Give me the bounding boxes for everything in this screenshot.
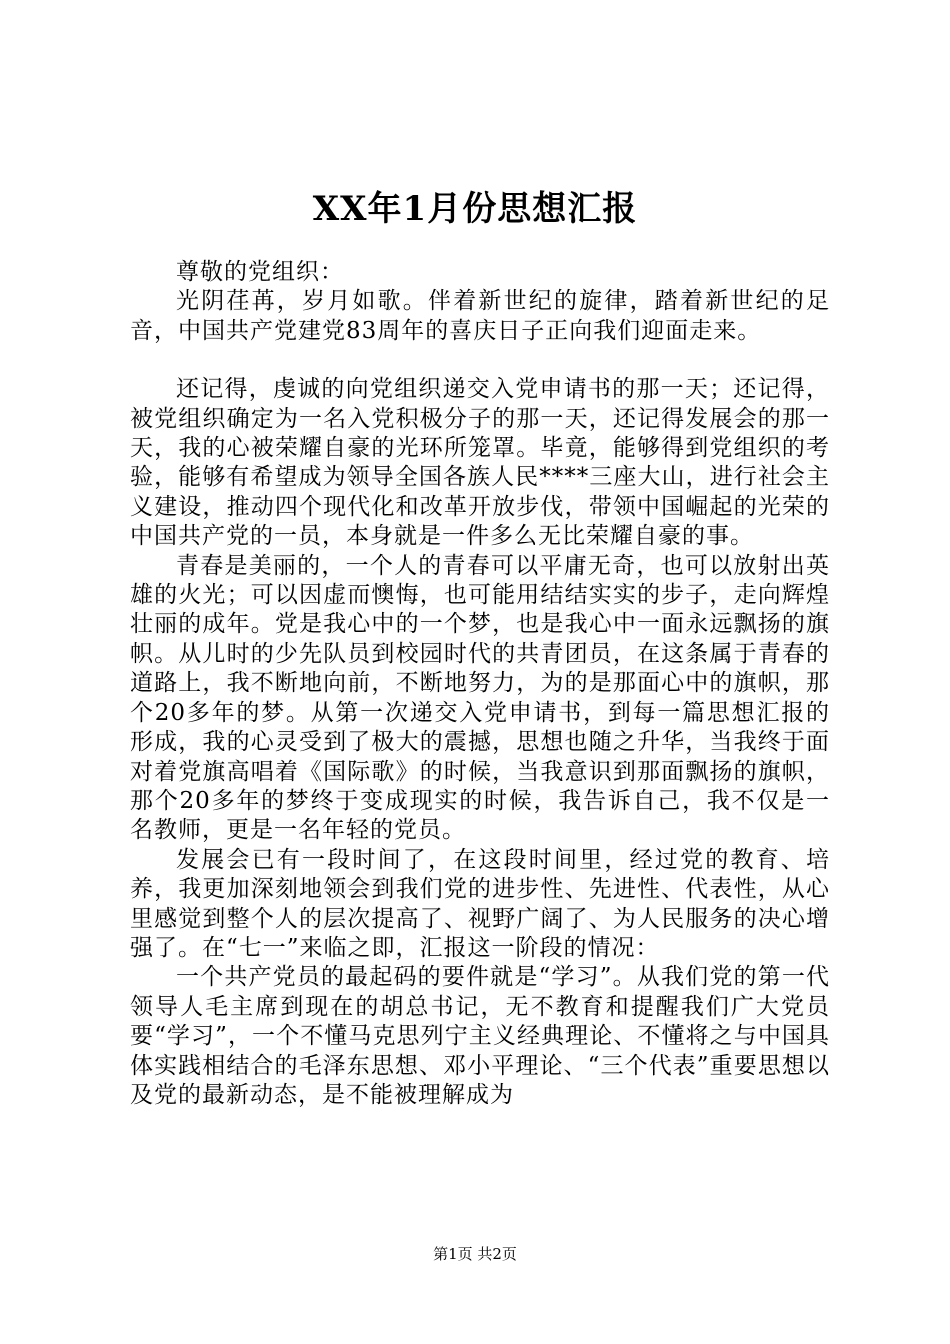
paragraph-5: 一个共产党员的最起码的要件就是“学习”。从我们党的第一代领导人毛主席到现在的胡总书记，无不教育和提醒我们广大党员要“学习”，一个不懂马克思列宁主义经典理论、不懂将之与中国具体实践相结合的毛泽东思想、邓小平理论、“三个代表”重要思想以及党的最新动态，是不能被理解成为 bbox=[130, 964, 830, 1108]
salutation: 尊敬的党组织： bbox=[176, 259, 344, 285]
paragraph-3: 青春是美丽的，一个人的青春可以平庸无奇，也可以放射出英雄的火光；可以因虚而懊悔，也可能用结结实实的步子，走向辉煌壮丽的成年。党是我心中的一个梦，也是我心中一面永远飘扬的旗帜。从儿时的少先队员到校园时代的共青团员，在这条属于青春的道路上，我不断地向前，不断地努力，为的是那面心中的旗帜，那个20多年的梦。从第一次递交入党申请书，到每一篇思想汇报的形成，我的心灵受到了极大的震撼，思想也随之升华，当我终于面对着党旗高唱着《国际歌》的时候，当我意识到那面飘扬的旗帜，那个20多年的梦终于变成现实的时候，我告诉自己，我不仅是一名教师，更是一名年轻的党员。 bbox=[130, 552, 830, 844]
paragraph-1: 光阴荏苒，岁月如歌。伴着新世纪的旋律，踏着新世纪的足音，中国共产党建党83周年的喜庆日子正向我们迎面走来。 bbox=[130, 288, 830, 344]
document-body bbox=[130, 258, 830, 1110]
page-title: XX年1月份思想汇报 bbox=[312, 189, 638, 229]
page-number-footer: 第1页 共2页 bbox=[433, 1245, 517, 1263]
paragraph-4: 发展会已有一段时间了，在这段时间里，经过党的教育、培养，我更加深刻地领会到我们党的进步性、先进性、代表性，从心里感觉到整个人的层次提高了、视野广阔了、为人民服务的决心增强了。在“七一”来临之即，汇报这一阶段的情况： bbox=[130, 846, 830, 961]
paragraph-2: 还记得，虔诚的向党组织递交入党申请书的那一天；还记得，被党组织确定为一名入党积极分子的那一天，还记得发展会的那一天，我的心被荣耀自豪的光环所笼罩。毕竟，能够得到党组织的考验，能够有希望成为领导全国各族人民****三座大山，进行社会主义建设，推动四个现代化和改革开放步伐，带领中国崛起的光荣的中国共产党的一员，本身就是一件多么无比荣耀自豪的事。 bbox=[130, 376, 830, 550]
